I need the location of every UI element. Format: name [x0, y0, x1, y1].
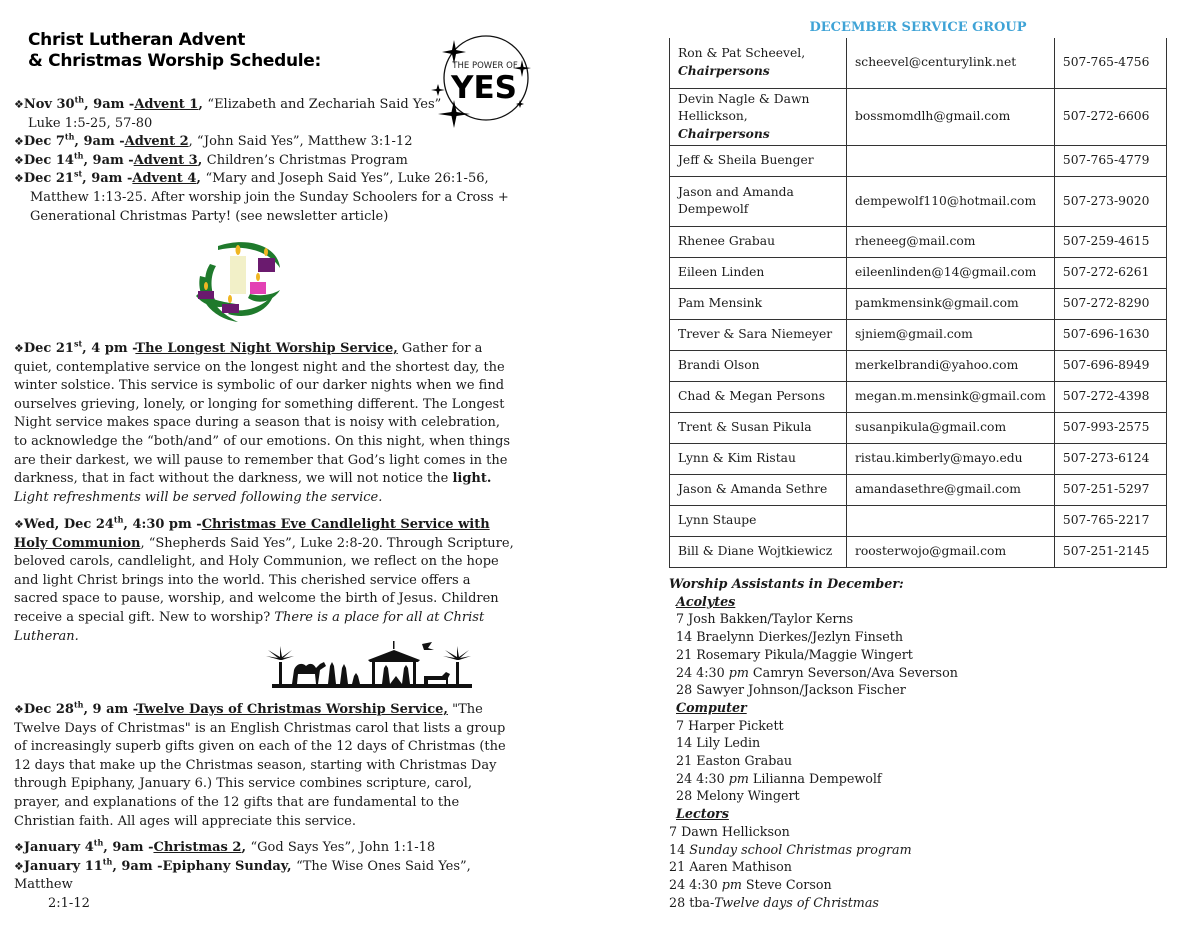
- table-row: [670, 288, 1167, 319]
- member-phone: 507-273-6124: [1054, 443, 1166, 474]
- entry-day: 24 4:30: [669, 876, 718, 892]
- member-role: Chairpersons: [678, 125, 770, 141]
- entry-day: 28: [676, 788, 693, 804]
- service-name: The Longest Night Worship Service,: [135, 341, 398, 356]
- member-name-cell: [670, 536, 847, 567]
- table-row: [670, 226, 1167, 257]
- service-name: Christmas 2: [153, 840, 242, 855]
- bullet-icon: ❖: [14, 135, 24, 149]
- nativity-silhouette-image: [262, 640, 482, 692]
- bullet-icon: ❖: [14, 153, 24, 167]
- assistant-entry: [669, 841, 958, 859]
- schedule-item-advent-2: ❖Dec 7th, 9am -Advent 2, “John Said Yes”, Matthew 3:1-12: [14, 131, 413, 150]
- bullet-icon: ❖: [14, 518, 24, 531]
- entry-day: 21: [676, 753, 693, 769]
- member-email: scheevel@centurylink.net: [847, 38, 1055, 88]
- member-email: pamkmensink@gmail.com: [847, 288, 1055, 319]
- assistant-entry: [669, 876, 958, 894]
- logo-text-top: THE POWER OF: [452, 61, 518, 71]
- member-name: Bill & Diane Wojtkiewicz: [678, 544, 833, 558]
- member-name: Devin Nagle & Dawn Hellickson,: [678, 91, 810, 123]
- title-line-2: & Christmas Worship Schedule:: [28, 51, 322, 71]
- member-phone: 507-272-6261: [1054, 257, 1166, 288]
- entry-note: Twelve days of Christmas: [714, 894, 879, 910]
- member-name: Trever & Sara Niemeyer: [678, 327, 833, 341]
- member-phone: 507-993-2575: [1054, 412, 1166, 443]
- entry-name: Melony Wingert: [696, 788, 800, 804]
- assistant-entry: [669, 823, 958, 841]
- member-email: amandasethre@gmail.com: [847, 474, 1055, 505]
- member-name: Pam Mensink: [678, 296, 763, 310]
- member-name: Chad & Megan Persons: [678, 389, 826, 403]
- table-row: [670, 505, 1167, 536]
- acolytes-list: [669, 610, 958, 699]
- member-name: Brandi Olson: [678, 358, 760, 372]
- member-phone: 507-251-5297: [1054, 474, 1166, 505]
- member-name-cell: [670, 381, 847, 412]
- member-email: megan.m.mensink@gmail.com: [847, 381, 1055, 412]
- service-name: Advent 4: [132, 171, 197, 187]
- entry-time-suffix: pm: [728, 664, 749, 680]
- schedule-item-advent-1: ❖Nov 30th, 9am -Advent 1, “Elizabeth and Zechariah Said Yes” Luke 1:5-25, 57-80: [14, 94, 442, 131]
- lectors-list: [669, 823, 958, 912]
- member-phone: 507-765-4756: [1054, 38, 1166, 88]
- christmas-eve-service: ❖Wed, Dec 24th, 4:30 pm -Christmas Eve Candlelight Service with Holy Communion, “Shepherds Said Yes”, Luke 2:8-20. Through Scripture, beloved carols, candlelight, and Holy Communion, we reflect on the hope and light Christ brings into the world. This cherished service offers a sacred space to pause, worship, and welcome the birth of Jesus. Children receive a special gift. New to worship? There is a place for all at Christ Lutheran.: [14, 514, 514, 644]
- member-email: [847, 505, 1055, 536]
- table-row: [670, 536, 1167, 567]
- member-phone: 507-696-1630: [1054, 319, 1166, 350]
- assistant-entry: [676, 787, 958, 805]
- member-name-cell: [670, 505, 847, 536]
- member-email: rheneeg@mail.com: [847, 226, 1055, 257]
- table-row: [670, 88, 1167, 145]
- table-row: [670, 38, 1167, 88]
- advent-schedule: [14, 96, 514, 226]
- bullet-icon: ❖: [14, 841, 24, 854]
- member-name-cell: [670, 350, 847, 381]
- table-row: [670, 350, 1167, 381]
- member-email: sjniem@gmail.com: [847, 319, 1055, 350]
- member-phone: 507-273-9020: [1054, 176, 1166, 226]
- member-name-cell: [670, 145, 847, 176]
- entry-day: 14: [676, 629, 693, 645]
- member-email: roosterwojo@gmail.com: [847, 536, 1055, 567]
- service-name: Advent 2: [124, 134, 189, 150]
- member-name-cell: [670, 288, 847, 319]
- entry-name: Harper Pickett: [688, 717, 784, 733]
- entry-name: Aaren Mathison: [689, 859, 792, 875]
- entry-day: 21: [669, 859, 686, 875]
- member-name-cell: [670, 412, 847, 443]
- entry-day: 24 4:30: [676, 770, 725, 786]
- acolytes-label: Acolytes: [676, 593, 736, 609]
- member-phone: 507-765-2217: [1054, 505, 1166, 536]
- service-name: Christmas Eve Candlelight Service with Holy Communion: [14, 517, 490, 551]
- advent-wreath-image: [188, 236, 284, 326]
- entry-name: Easton Grabau: [696, 753, 793, 769]
- entry-day: 14: [676, 735, 693, 751]
- entry-time-suffix: pm: [721, 876, 742, 892]
- assistant-entry: [676, 752, 958, 770]
- longest-night-service: ❖Dec 21st, 4 pm -The Longest Night Worship Service, Gather for a quiet, contemplative service on the longest night and the shortest day, the winter solstice. This service is symbolic of our darker nights when we find ourselves grieving, lonely, or longing for something different. The Longest Night service makes space during a season that is noisy with celebration, to acknowledge the “both/and” of our emotions. On this night, when things are their darkest, we will pause to remember that God’s light comes in the darkness, that in fact without the darkness, we will not notice the light. Light refreshments will be served following the service.: [14, 338, 511, 505]
- january-schedule: [14, 839, 514, 913]
- schedule-item-christmas-2: ❖January 4th, 9am -Christmas 2, “God Says Yes”, John 1:1-18: [14, 837, 436, 855]
- schedule-item-advent-4: ❖Dec 21st, 9am -Advent 4, “Mary and Joseph Said Yes”, Luke 26:1-56, Matthew 1:13-25. After worship join the Sunday Schoolers for a Cross + Generational Christmas Party! (see newsletter article): [14, 169, 509, 224]
- member-email: merkelbrandi@yahoo.com: [847, 350, 1055, 381]
- title-line-1: Christ Lutheran Advent: [28, 30, 246, 50]
- entry-time-suffix: pm: [728, 770, 749, 786]
- assistant-entry: [676, 628, 958, 646]
- member-name: Ron & Pat Scheevel,: [678, 46, 806, 61]
- member-name: Trent & Susan Pikula: [678, 420, 812, 434]
- entry-name: Steve Corson: [745, 876, 832, 892]
- assistant-entry: [669, 894, 958, 912]
- assistant-entry: [676, 646, 958, 664]
- member-email: susanpikula@gmail.com: [847, 412, 1055, 443]
- entry-day: 24 4:30: [676, 664, 725, 680]
- bullet-icon: ❖: [14, 703, 24, 716]
- lectors-label: Lectors: [676, 806, 729, 822]
- service-name: Advent 1: [134, 97, 199, 112]
- member-email: [847, 145, 1055, 176]
- member-name-cell: [670, 319, 847, 350]
- assistant-entry: [676, 717, 958, 735]
- service-group-heading: DECEMBER SERVICE GROUP: [809, 20, 1027, 35]
- entry-note: Sunday school Christmas program: [689, 841, 912, 857]
- member-name-cell: [670, 257, 847, 288]
- entry-name: Lilianna Dempewolf: [752, 770, 882, 786]
- entry-day: 7: [676, 611, 685, 627]
- member-email: bossmomdlh@gmail.com: [847, 88, 1055, 145]
- assistant-entry: [676, 610, 958, 628]
- logo-text-main: YES: [451, 70, 517, 106]
- member-name-cell: [670, 474, 847, 505]
- member-name: Jeff & Sheila Buenger: [678, 153, 814, 167]
- member-name-cell: [670, 226, 847, 257]
- worship-assistants: [669, 575, 958, 911]
- table-row: [670, 443, 1167, 474]
- table-row: [670, 176, 1167, 226]
- member-name-cell: [670, 176, 847, 226]
- member-phone: 507-251-2145: [1054, 536, 1166, 567]
- computer-list: [669, 717, 958, 806]
- member-phone: 507-765-4779: [1054, 145, 1166, 176]
- table-row: [670, 381, 1167, 412]
- entry-day: 28: [669, 894, 686, 910]
- member-email: eileenlinden@14@gmail.com: [847, 257, 1055, 288]
- entry-day: 14: [669, 841, 686, 857]
- entry-day: 7: [669, 823, 678, 839]
- member-phone: 507-272-6606: [1054, 88, 1166, 145]
- entry-name: Sawyer Johnson/Jackson Fischer: [696, 682, 906, 698]
- schedule-item-epiphany: ❖January 11th, 9am -Epiphany Sunday, “The Wise Ones Said Yes”, Matthew 2:1-12: [14, 856, 471, 911]
- member-name: Jason and Amanda Dempewolf: [678, 185, 794, 216]
- member-name: Jason & Amanda Sethre: [678, 482, 828, 496]
- schedule-item-advent-3: ❖Dec 14th, 9am -Advent 3, Children’s Christmas Program: [14, 150, 408, 168]
- service-name: Twelve Days of Christmas Worship Service,: [136, 702, 448, 717]
- bullet-icon: ❖: [14, 342, 24, 355]
- entry-day: 7: [676, 717, 685, 733]
- member-phone: 507-696-8949: [1054, 350, 1166, 381]
- computer-label: Computer: [676, 699, 747, 715]
- bullet-icon: ❖: [14, 98, 24, 111]
- entry-day: 21: [676, 646, 693, 662]
- member-name: Eileen Linden: [678, 265, 765, 279]
- service-name: Advent 3: [133, 152, 198, 168]
- assistant-entry: [676, 681, 958, 699]
- entry-name: Rosemary Pikula/Maggie Wingert: [696, 646, 913, 662]
- assistant-entry: [676, 664, 958, 682]
- member-name: Lynn Staupe: [678, 513, 757, 527]
- entry-name: Lily Ledin: [696, 735, 761, 751]
- assistant-entry: [669, 858, 958, 876]
- member-name: Lynn & Kim Ristau: [678, 451, 796, 465]
- member-phone: 507-272-4398: [1054, 381, 1166, 412]
- table-row: [670, 474, 1167, 505]
- bullet-icon: ❖: [14, 172, 24, 186]
- assistant-entry: [676, 734, 958, 752]
- page-title: [28, 30, 321, 72]
- member-name-cell: [670, 38, 847, 88]
- entry-name: Josh Bakken/Taylor Kerns: [688, 611, 854, 627]
- member-name: Rhenee Grabau: [678, 234, 775, 248]
- member-role: Chairpersons: [678, 63, 770, 79]
- entry-name: tba-: [689, 894, 715, 910]
- entry-name: Camryn Severson/Ava Severson: [752, 664, 958, 680]
- table-row: [670, 412, 1167, 443]
- entry-name: Braelynn Dierkes/Jezlyn Finseth: [696, 629, 904, 645]
- assistant-entry: [676, 770, 958, 788]
- member-phone: 507-259-4615: [1054, 226, 1166, 257]
- entry-day: 28: [676, 682, 693, 698]
- entry-name: Dawn Hellickson: [681, 823, 790, 839]
- member-email: ristau.kimberly@mayo.edu: [847, 443, 1055, 474]
- table-row: [670, 319, 1167, 350]
- member-email: dempewolf110@hotmail.com: [847, 176, 1055, 226]
- service-group-table: [669, 38, 1167, 568]
- twelve-days-service: ❖Dec 28th, 9 am -Twelve Days of Christmas Worship Service, "The Twelve Days of Christmas" is an English Christmas carol that lists a group of increasingly superb gifts given on each of the 12 days of Christmas (the 12 days that make up the Christmas season, starting with Christmas Day through Epiphany, January 6.) This service combines scripture, carol, prayer, and explanations of the 12 gifts that are fundamental to the Christian faith. All ages will appreciate this service.: [14, 699, 506, 829]
- member-phone: 507-272-8290: [1054, 288, 1166, 319]
- worship-assistants-heading: Worship Assistants in December:: [669, 576, 904, 591]
- bullet-icon: ❖: [14, 859, 24, 873]
- table-row: [670, 145, 1167, 176]
- member-name-cell: [670, 443, 847, 474]
- member-name-cell: [670, 88, 847, 145]
- table-row: [670, 257, 1167, 288]
